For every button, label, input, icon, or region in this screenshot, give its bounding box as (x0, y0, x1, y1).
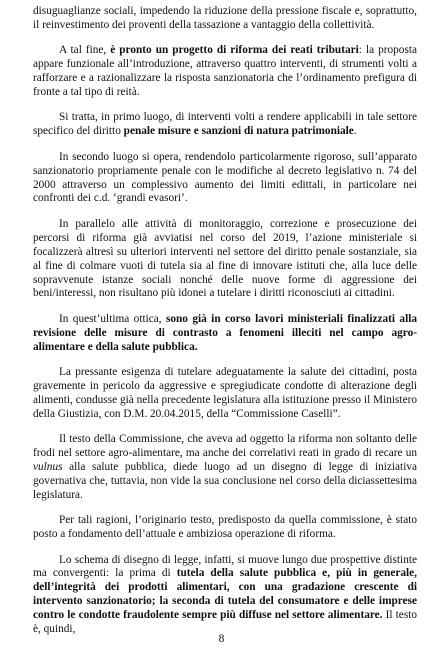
paragraph-4: In secondo luogo si opera, rendendolo particolarmente rigoroso, sull’apparato sanzionatorio propriamente penale con le modifiche al decreto legislativo n. 74 del 2000 attraverso un complessivo aumento dei limiti edittali, in particolare nei confronti dei c.d. ‘grandi evasori’. (33, 150, 417, 205)
italic-text: vulnus (33, 460, 63, 473)
bold-text: è pronto un progetto di riforma dei reati tributari (110, 44, 359, 57)
bold-text: penale misure e sanzioni di natura patrimoniale (123, 125, 354, 138)
paragraph-2: A tal fine, è pronto un progetto di riforma dei reati tributari: la proposta appare funzionale all’introduzione, attraverso quattro interventi, di strumenti volti a rafforzare e a razionalizzare la risposta sanzionatoria che l’ordinamento prefigura di fronte a tal tipo di reità. (33, 44, 417, 99)
paragraph-9: Per tali ragioni, l’originario testo, predisposto da quella commissione, è stato posto a fondamento dell’attuale e ambiziosa operazione di riforma. (33, 514, 417, 541)
bold-text: tutela della salute pubblica e, più in generale, dell’integrità dei prodotti alimentari, con una gradazione crescente di intervento sanzionatorio; la seconda di tutela del consumatore e delle imprese contro le condotte fraudolente sempre più diffuse nel settore alimentare. (33, 567, 417, 622)
paragraph-5: In parallelo alle attività di monitoraggio, correzione e prosecuzione dei percorsi di riforma già avviatisi nel corso del 2019, l’azione ministeriale si focalizzerà altresì su ulteriori interventi nel settore del diritto penale sostanziale, sia al fine di colmare vuoti di tutela sia al fine di innovare istituti che, alla luce delle sopravvenute istanze sociali nonché delle nuove forme di aggressione dei beni/interessi, non risultano più idonei a tutelare i diritti riconosciuti ai cittadini. (33, 217, 417, 300)
page-number: 8 (218, 633, 225, 645)
document-body (33, 5, 417, 648)
bold-text: sono già in corso lavori ministeriali finalizzati alla revisione delle misure di contrasto a fenomeni illeciti nel campo agro-alimentare e della salute pubblica. (33, 312, 417, 353)
paragraph-1: disuguaglianze sociali, impedendo la riduzione della pressione fiscale e, soprattutto, il reinvestimento dei proventi della tassazione a vantaggio della collettività. (33, 5, 417, 31)
paragraph-8: Il testo della Commissione, che aveva ad oggetto la riforma non soltanto delle frodi nel settore agro-alimentare, ma anche dei correlativi reati in grado di recare un vulnus alla salute pubblica, diede luogo ad un disegno di legge di iniziativa governativa che, tuttavia, non vide la sua conclusione nel corso della diciassettesima legislatura. (33, 433, 417, 501)
paragraph-3: Si tratta, in primo luogo, di interventi volti a rendere applicabili in tale settore specifico del diritto penale misure e sanzioni di natura patrimoniale. (33, 111, 417, 138)
paragraph-7: La pressante esigenza di tutelare adeguatamente la salute dei cittadini, posta gravemente in pericolo da aggressive e spregiudicate condotte di alterazione degli alimenti, condusse già nella precedente legislatura alla istituzione presso il Ministero della Giustizia, con D.M. 20.04.2015, della “Commissione Caselli”. (33, 366, 417, 420)
paragraph-10: Lo schema di disegno di legge, infatti, si muove lungo due prospettive distinte ma convergenti: la prima di tutela della salute pubblica e, più in generale, dell’integrità dei prodotti alimentari, con una gradazione crescente di intervento sanzionatorio; la seconda di tutela del consumatore e delle imprese contro le condotte fraudolente sempre più diffuse nel settore alimentare. Il testo è, quindi, (33, 553, 418, 636)
paragraph-6: In quest’ultima ottica, sono già in corso lavori ministeriali finalizzati alla revisione delle misure di contrasto a fenomeni illeciti nel campo agro-alimentare e della salute pubblica. (33, 312, 417, 353)
